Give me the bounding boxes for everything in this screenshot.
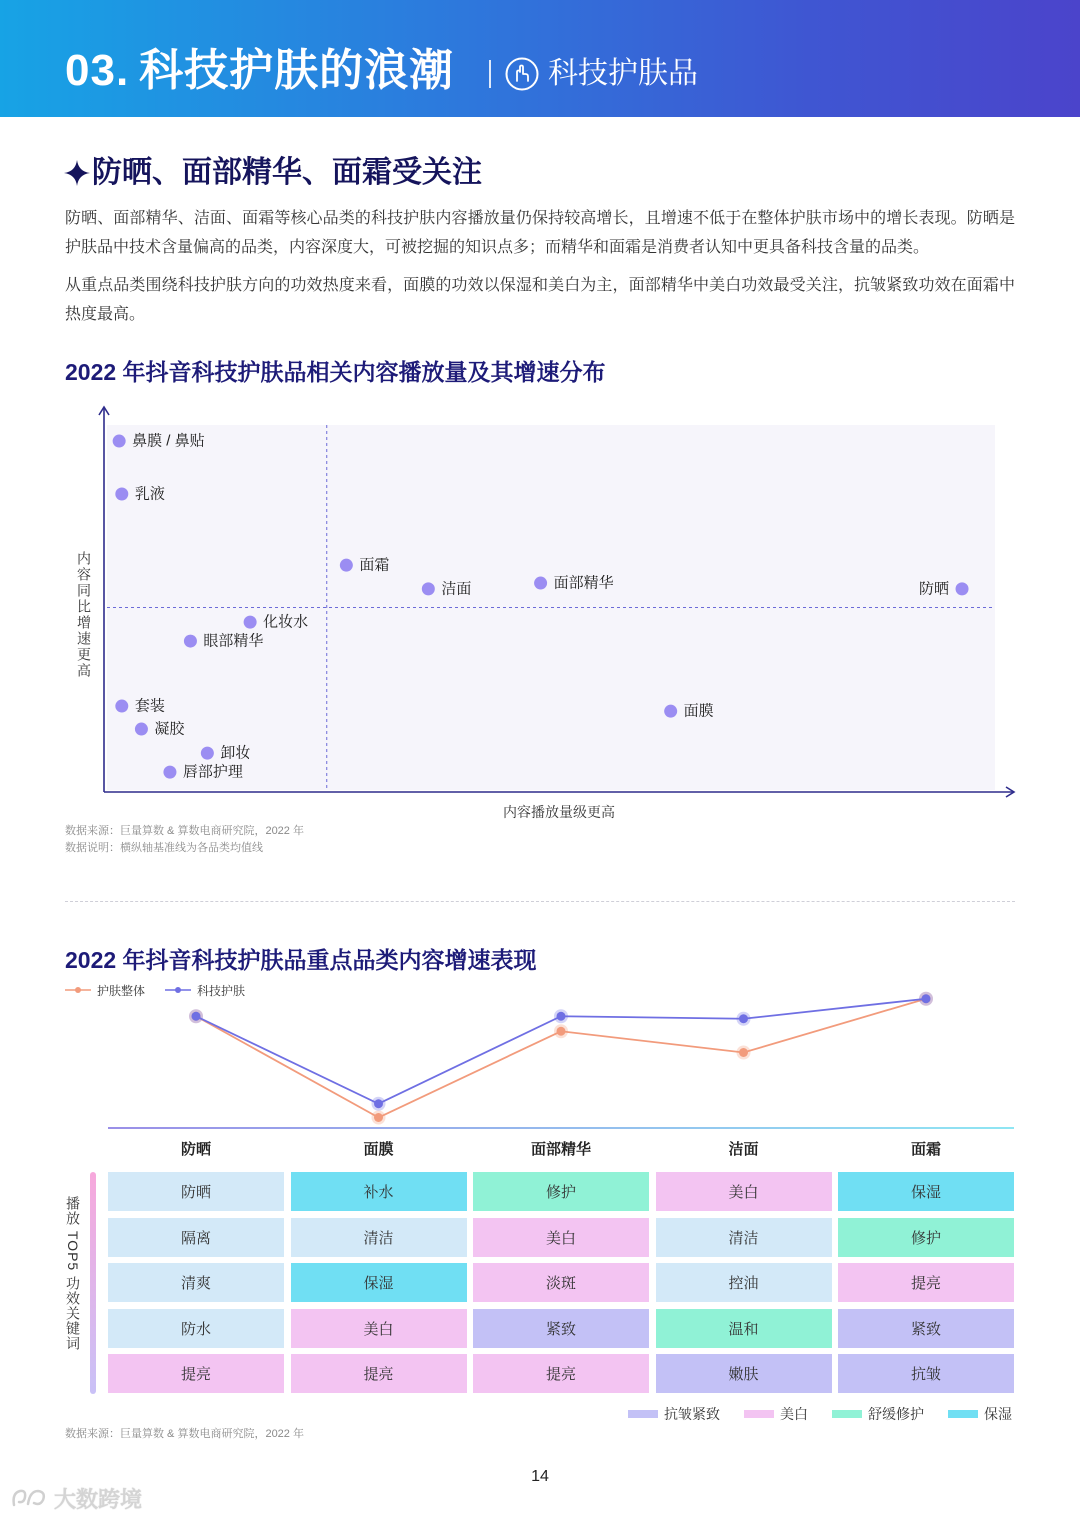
effect-cell: 提亮 [291, 1354, 467, 1393]
scatter-x-axis-label: 内容播放量级更高 [503, 804, 615, 820]
scatter-dot [135, 723, 148, 736]
scatter-point-label: 面霜 [359, 556, 390, 574]
chapter-number: 03. [65, 46, 130, 95]
scatter-point-label: 防晒 [919, 580, 950, 598]
effect-cell: 清洁 [291, 1218, 467, 1257]
scatter-chart [0, 395, 1080, 835]
line-point [739, 1014, 748, 1023]
page-number: 14 [531, 1468, 549, 1485]
scatter-dot [534, 577, 547, 590]
effect-cell: 提亮 [473, 1354, 649, 1393]
paragraph: 防晒、面部精华、洁面、面霜等核心品类的科技护肤内容播放量仍保持较高增长，且增速不低于在整体护肤市场中的增长表现。防晒是护肤品中技术含量偏高的品类，内容深度大，可被挖掘的知识点多；而精华和面霜是消费者认知中更具备科技含量的品类。 [65, 210, 1015, 256]
effect-cell: 美白 [473, 1218, 649, 1257]
scatter-plot-area [107, 425, 995, 790]
paragraph: 从重点品类围绕科技护肤方向的功效热度来看，面膜的功效以保湿和美白为主，面部精华中美白功效最受关注，抗皱紧致功效在面霜中热度最高。 [65, 277, 1015, 323]
table-legend-item [628, 1404, 720, 1424]
scatter-point-label: 凝胶 [154, 720, 185, 738]
section-title: 防晒、面部精华、面霜受关注 [92, 156, 482, 189]
effect-cell: 隔离 [108, 1218, 284, 1257]
effect-cell: 修护 [838, 1218, 1014, 1257]
chapter-title-text: 科技护肤的浪潮 [139, 46, 455, 95]
legend-swatch [832, 1410, 862, 1418]
table-column-header: 面部精华 [530, 1141, 591, 1158]
scatter-point-label: 鼻膜 / 鼻贴 [132, 432, 205, 450]
scatter-dot [113, 435, 126, 448]
effect-cell: 清爽 [108, 1263, 284, 1302]
watermark-logo-icon [10, 1485, 50, 1511]
legend-swatch [948, 1410, 978, 1418]
table-source-note: 数据来源：巨量算数 & 算数电商研究院，2022 年 [65, 1428, 304, 1440]
scatter-explanation-note: 数据说明：横纵轴基准线为各品类均值线 [65, 842, 263, 854]
chapter-title [65, 38, 454, 104]
table-column-header: 洁面 [728, 1141, 759, 1158]
legend-swatch [744, 1410, 774, 1418]
side-label-stripe [90, 1172, 96, 1394]
table-legend-item [948, 1404, 1012, 1424]
table-column-header: 面膜 [363, 1141, 394, 1158]
line-chart-title: 2022 年抖音科技护肤品重点品类内容增速表现 [65, 947, 537, 973]
legend-label: 保湿 [984, 1406, 1012, 1422]
effect-keyword-table [108, 1172, 1014, 1393]
section-body [65, 204, 1015, 338]
line-chart [0, 975, 1080, 1130]
effect-cell: 保湿 [291, 1263, 467, 1302]
effect-cell: 美白 [656, 1172, 832, 1211]
scatter-dot [664, 705, 677, 718]
watermark [10, 1484, 142, 1512]
effect-cell: 嫩肤 [656, 1354, 832, 1393]
scatter-point-label: 乳液 [134, 485, 165, 503]
scatter-point-label: 套装 [134, 697, 165, 715]
line-point [922, 994, 931, 1003]
scatter-point [340, 557, 390, 574]
scatter-point [135, 721, 186, 738]
effect-cell: 抗皱 [838, 1354, 1014, 1393]
scatter-point-label: 眼部精华 [203, 632, 264, 650]
legend-label: 舒缓修护 [868, 1406, 924, 1422]
scatter-point-label: 面膜 [683, 702, 714, 720]
table-column-header: 防晒 [180, 1141, 211, 1158]
line-point [374, 1099, 383, 1108]
effect-cell: 控油 [656, 1263, 832, 1302]
legend-label: 抗皱紧致 [664, 1406, 720, 1422]
scatter-dot [115, 487, 128, 500]
legend-label: 美白 [780, 1406, 808, 1422]
effect-cell: 温和 [656, 1309, 832, 1348]
line-point [192, 1012, 201, 1021]
effect-cell: 提亮 [838, 1263, 1014, 1302]
effect-cell: 紧致 [473, 1309, 649, 1348]
scatter-dot [163, 766, 176, 779]
effect-cell: 补水 [291, 1172, 467, 1211]
section-separator [65, 901, 1015, 902]
chapter-subtitle: 科技护肤品 [548, 57, 698, 90]
line-legend-label: 科技护肤 [197, 983, 246, 998]
scatter-dot [184, 635, 197, 648]
effect-cell: 紧致 [838, 1309, 1014, 1348]
effect-cell: 保湿 [838, 1172, 1014, 1211]
table-side-label: 播放 TOP5 功效关键词 [65, 1196, 81, 1352]
scatter-point-label: 面部精华 [553, 574, 614, 592]
table-legend-item [744, 1404, 808, 1424]
scatter-dot [956, 582, 969, 595]
table-legend [628, 1405, 1012, 1423]
effect-cell: 防水 [108, 1309, 284, 1348]
scatter-dot [340, 559, 353, 572]
scatter-source-note: 数据来源：巨量算数 & 算数电商研究院，2022 年 [65, 825, 304, 837]
legend-swatch [628, 1410, 658, 1418]
line-point [557, 1012, 566, 1021]
watermark-text: 大数跨境 [54, 1486, 143, 1512]
effect-cell: 美白 [291, 1309, 467, 1348]
table-column-headers [108, 1138, 1014, 1162]
effect-cell: 提亮 [108, 1354, 284, 1393]
effect-cell: 修护 [473, 1172, 649, 1211]
line-series [189, 992, 933, 1111]
scatter-point [201, 745, 251, 762]
scatter-point-label: 洁面 [441, 580, 472, 598]
scatter-dot [244, 616, 257, 629]
scatter-dot [115, 700, 128, 713]
line-point [739, 1048, 748, 1057]
scatter-point [115, 698, 165, 715]
scatter-dot [201, 747, 214, 760]
scatter-chart-title: 2022 年抖音科技护肤品相关内容播放量及其增速分布 [65, 359, 606, 385]
table-legend-item [832, 1404, 924, 1424]
table-top-rule [108, 1127, 1014, 1129]
scatter-point-label: 唇部护理 [182, 763, 243, 781]
line-legend-label: 护肤整体 [97, 983, 146, 998]
hand-touch-icon [504, 56, 540, 92]
scatter-point [919, 580, 969, 597]
scatter-y-axis-label: 内容同比增速更高 [76, 551, 92, 679]
line-point [374, 1113, 383, 1122]
scatter-point-label: 卸妆 [220, 744, 251, 762]
header-divider [489, 60, 491, 88]
effect-cell: 清洁 [656, 1218, 832, 1257]
scatter-point [422, 580, 472, 597]
effect-cell: 淡斑 [473, 1263, 649, 1302]
line-point [557, 1027, 566, 1036]
table-column-header: 面霜 [910, 1141, 941, 1158]
effect-cell: 防晒 [108, 1172, 284, 1211]
sparkle-icon [63, 159, 91, 187]
scatter-point-label: 化妆水 [263, 613, 309, 631]
scatter-dot [422, 582, 435, 595]
